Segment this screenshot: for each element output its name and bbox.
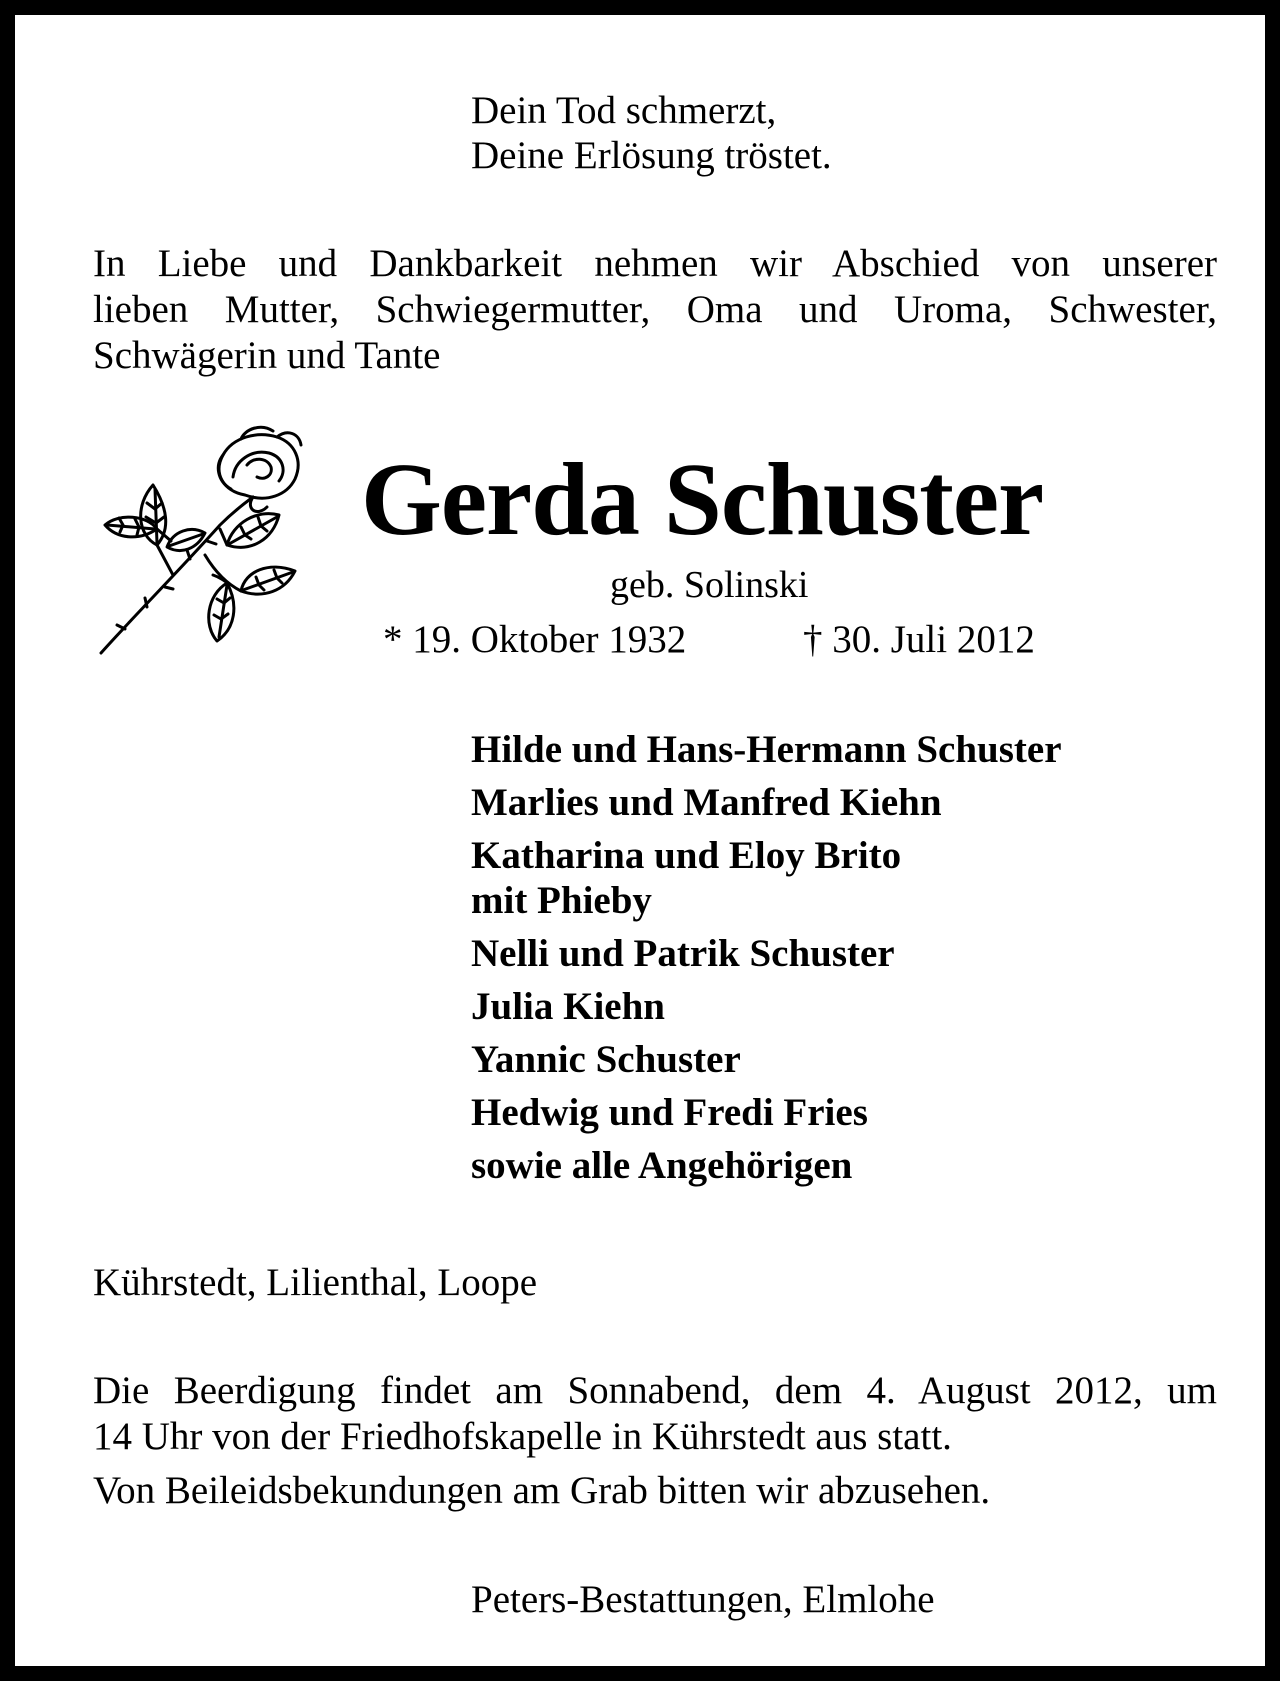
mourner-entry: Katharina und Eloy Brito — [471, 834, 902, 877]
funeral-notice — [93, 1368, 1217, 1514]
intro-line-1: In Liebe und Dankbarkeit nehmen wir Abschied von unserer — [93, 242, 1217, 285]
places-line: Kührstedt, Lilienthal, Loope — [93, 1261, 538, 1304]
mourner-entry: Hilde und Hans-Hermann Schuster — [471, 728, 1062, 771]
motto — [471, 88, 832, 178]
mourner-entry: Julia Kiehn — [471, 985, 665, 1028]
funeral-line-2: 14 Uhr von der Friedhofskapelle in Kührstedt aus statt. — [93, 1415, 952, 1458]
intro-line-2: lieben Mutter, Schwiegermutter, Oma und Uroma, Schwester, — [93, 288, 1217, 331]
intro-paragraph — [93, 241, 1217, 379]
mourners-list — [471, 727, 1062, 1196]
death-date: † 30. Juli 2012 — [803, 618, 1035, 661]
mourner-entry: Hedwig und Fredi Fries — [471, 1091, 868, 1134]
mourner-entry: Nelli und Patrik Schuster — [471, 932, 895, 975]
deceased-name: Gerda Schuster — [361, 442, 1044, 557]
mourner-entry: sowie alle Angehörigen — [471, 1144, 853, 1187]
birth-date: * 19. Oktober 1932 — [383, 618, 687, 661]
rose-icon — [95, 425, 310, 660]
mourner-entry: mit Phieby — [471, 879, 652, 922]
motto-line-1: Dein Tod schmerzt, — [471, 89, 777, 132]
mourner-entry: Marlies und Manfred Kiehn — [471, 781, 942, 824]
intro-line-3: Schwägerin und Tante — [93, 334, 441, 377]
maiden-name: geb. Solinski — [610, 564, 809, 606]
motto-line-2: Deine Erlösung tröstet. — [471, 134, 832, 177]
undertaker-line: Peters-Bestattungen, Elmlohe — [471, 1578, 935, 1621]
mourner-entry: Yannic Schuster — [471, 1038, 741, 1081]
funeral-line-3: Von Beileidsbekundungen am Grab bitten wir abzusehen. — [93, 1469, 991, 1512]
funeral-line-1: Die Beerdigung findet am Sonnabend, dem 4. August 2012, um — [93, 1369, 1217, 1412]
